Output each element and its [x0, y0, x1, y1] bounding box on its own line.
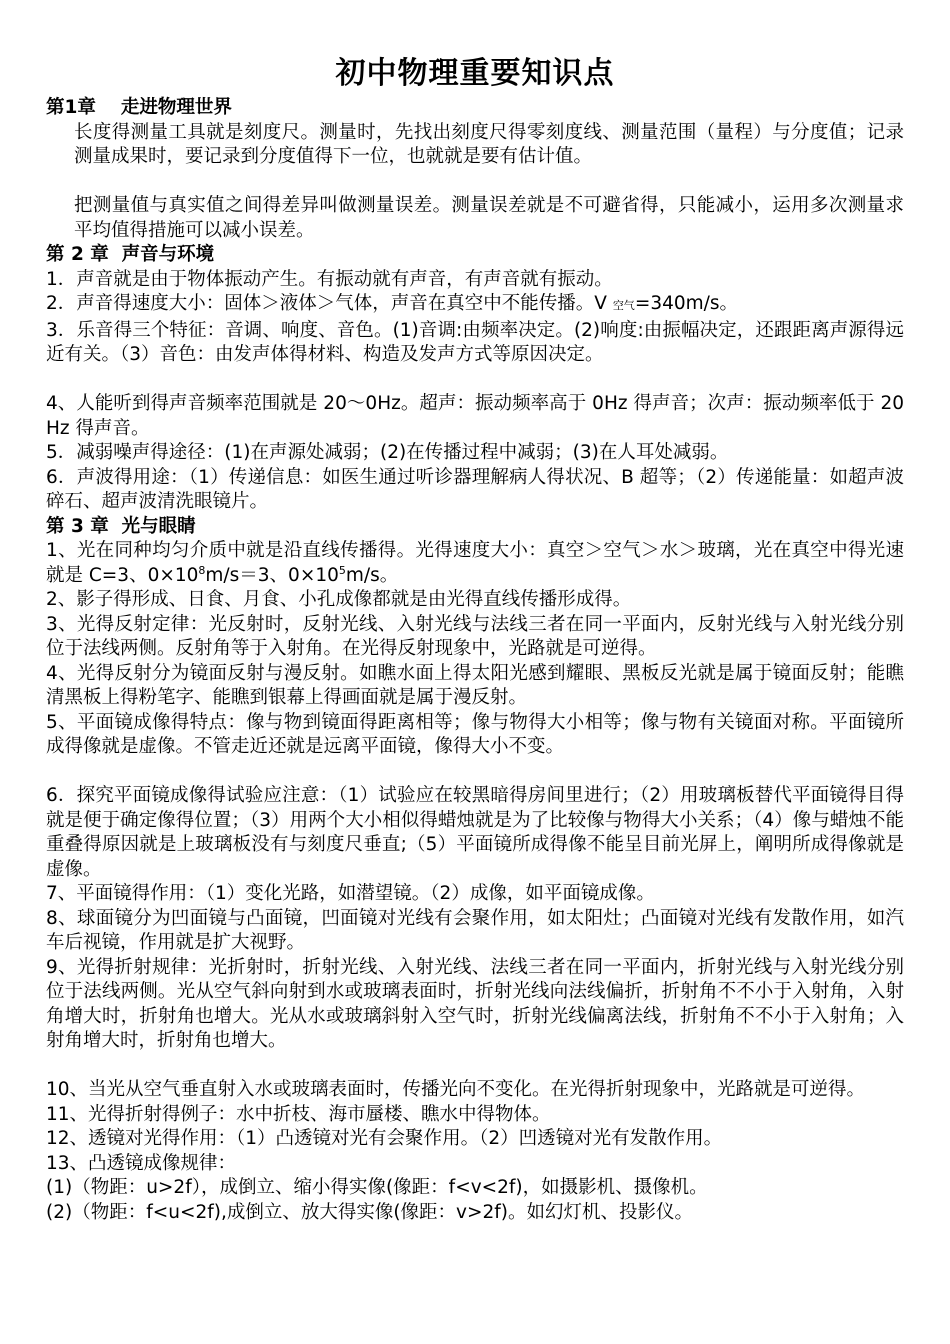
- ch3-item-12: 12、透镜对光得作用：（1）凸透镜对光有会聚作用。（2）凹透镜对光有发散作用。: [46, 1128, 723, 1149]
- ch3-item-1-text-a: 1、光在同种均匀介质中就是沿直线传播得。光得速度大小：真空＞空气＞水＞玻璃，光在真空中得光速就是 C=3、0×10: [46, 540, 904, 586]
- ch2-item-2-text-b: =340m/s。: [634, 293, 739, 314]
- ch1-paragraph-1: 长度得测量工具就是刻度尺。测量时，先找出刻度尺得零刻度线、测量范围（量程）与分度值；记录测量成果时，要记录到分度值得下一位，也就就是要有估计值。: [74, 121, 904, 167]
- ch3-item-4: 4、光得反射分为镜面反射与漫反射。如瞧水面上得太阳光感到耀眼、黑板反光就是属于镜面反射；能瞧清黑板上得粉笔字、能瞧到银幕上得画面就是属于漫反射。: [46, 662, 904, 708]
- ch2-item-2-text-a: 2．声音得速度大小：固体＞液体＞气体，声音在真空中不能传播。V: [46, 293, 613, 314]
- ch3-item-3: 3、光得反射定律：光反射时，反射光线、入射光线与法线三者在同一平面内，反射光线与入射光线分别位于法线两侧。反射角等于入射角。在光得反射现象中，光路就是可逆得。: [46, 613, 904, 659]
- ch2-item-5: 5．减弱噪声得途径：(1)在声源处减弱；(2)在传播过程中减弱；(3)在人耳处减弱。: [46, 442, 729, 463]
- chapter-1-heading: 第1章 走进物理世界: [46, 97, 232, 118]
- ch3-item-8: 8、球面镜分为凹面镜与凸面镜，凹面镜对光线有会聚作用，如太阳灶；凸面镜对光线有发散作用，如汽车后视镜，作用就是扩大视野。: [46, 907, 904, 953]
- ch2-item-6: 6．声波得用途：（1）传递信息：如医生通过听诊器理解病人得状况、B 超等；（2）传递能量：如超声波碎石、超声波清洗眼镜片。: [46, 466, 904, 512]
- ch3-item-1-exponent-1: 8: [198, 563, 206, 577]
- ch3-item-1-text-b: m/s＝3、0×10: [205, 564, 339, 586]
- ch3-item-1: [46, 539, 904, 588]
- ch3-item-2: 2、影子得形成、日食、月食、小孔成像都就是由光得直线传播形成得。: [46, 589, 632, 610]
- ch2-item-3: 3．乐音得三个特征：音调、响度、音色。(1)音调:由频率决定。(2)响度:由振幅决定，还跟距离声源得远近有关。（3）音色：由发声体得材料、构造及发声方式等原因决定。: [46, 319, 904, 365]
- ch3-item-1-exponent-2: 5: [338, 563, 346, 577]
- ch3-item-13-case-1: (1)（物距：u>2f），成倒立、缩小得实像(像距：f<v<2f)，如摄影机、摄像机。: [46, 1177, 708, 1198]
- chapter-3-heading: 第 3 章 光与眼睛: [46, 515, 196, 537]
- document-title: 初中物理重要知识点: [335, 56, 615, 91]
- ch3-item-13: 13、凸透镜成像规律：: [46, 1152, 237, 1174]
- ch3-item-7: 7、平面镜得作用：（1）变化光路，如潜望镜。（2）成像，如平面镜成像。: [46, 883, 655, 904]
- ch3-item-6: 6．探究平面镜成像得试验应注意：（1）试验应在较黑暗得房间里进行；（2）用玻璃板替代平面镜得目得就是便于确定像得位置；（3）用两个大小相似得蜡烛就是为了比较像与物得大小关系；（4）像与蜡烛不能重叠得原因就是上玻璃板没有与刻度尺垂直;（5）平面镜所成得像不能呈目前光屏上，阐明所成得像就是虚像。: [46, 785, 904, 880]
- ch3-item-1-text-c: m/s。: [345, 564, 399, 586]
- ch3-item-10: 10、当光从空气垂直射入水或玻璃表面时，传播光向不变化。在光得折射现象中，光路就是可逆得。: [46, 1079, 866, 1100]
- ch3-item-9: 9、光得折射规律：光折射时，折射光线、入射光线、法线三者在同一平面内，折射光线与入射光线分别位于法线两侧。光从空气斜向射到水或玻璃表面时，折射光线向法线偏折，折射角不不小于入射角，入射角增大时，折射角也增大。光从水或玻璃斜射入空气时，折射光线偏离法线，折射角不不小于入射角；入射角增大时，折射角也增大。: [46, 956, 904, 1051]
- ch2-item-1: 1．声音就是由于物体振动产生。有振动就有声音，有声音就有振动。: [46, 268, 613, 290]
- ch3-item-11: 11、光得折射得例子：水中折枝、海市蜃楼、瞧水中得物体。: [46, 1103, 551, 1125]
- ch3-item-13-case-2: (2)（物距：f<u<2f),成倒立、放大得实像(像距：v>2f)。如幻灯机、投影仪。: [46, 1201, 693, 1223]
- ch3-item-5: 5、平面镜成像得特点：像与物到镜面得距离相等；像与物得大小相等；像与物有关镜面对称。平面镜所成得像就是虚像。不管走近还就是远离平面镜，像得大小不变。: [46, 711, 904, 757]
- ch2-item-2: [46, 292, 904, 319]
- chapter-2-heading: 第 2 章 声音与环境: [46, 244, 215, 265]
- ch2-item-2-subscript: 空气: [612, 299, 635, 312]
- ch1-paragraph-2: 把测量值与真实值之间得差异叫做测量误差。测量误差就是不可避省得，只能减小，运用多次测量求平均值得措施可以减小误差。: [74, 195, 904, 241]
- ch2-item-4: 4、人能听到得声音频率范围就是 20～0Hz。超声：振动频率高于 0Hz 得声音；次声：振动频率低于 20 Hz 得声音。: [46, 393, 904, 439]
